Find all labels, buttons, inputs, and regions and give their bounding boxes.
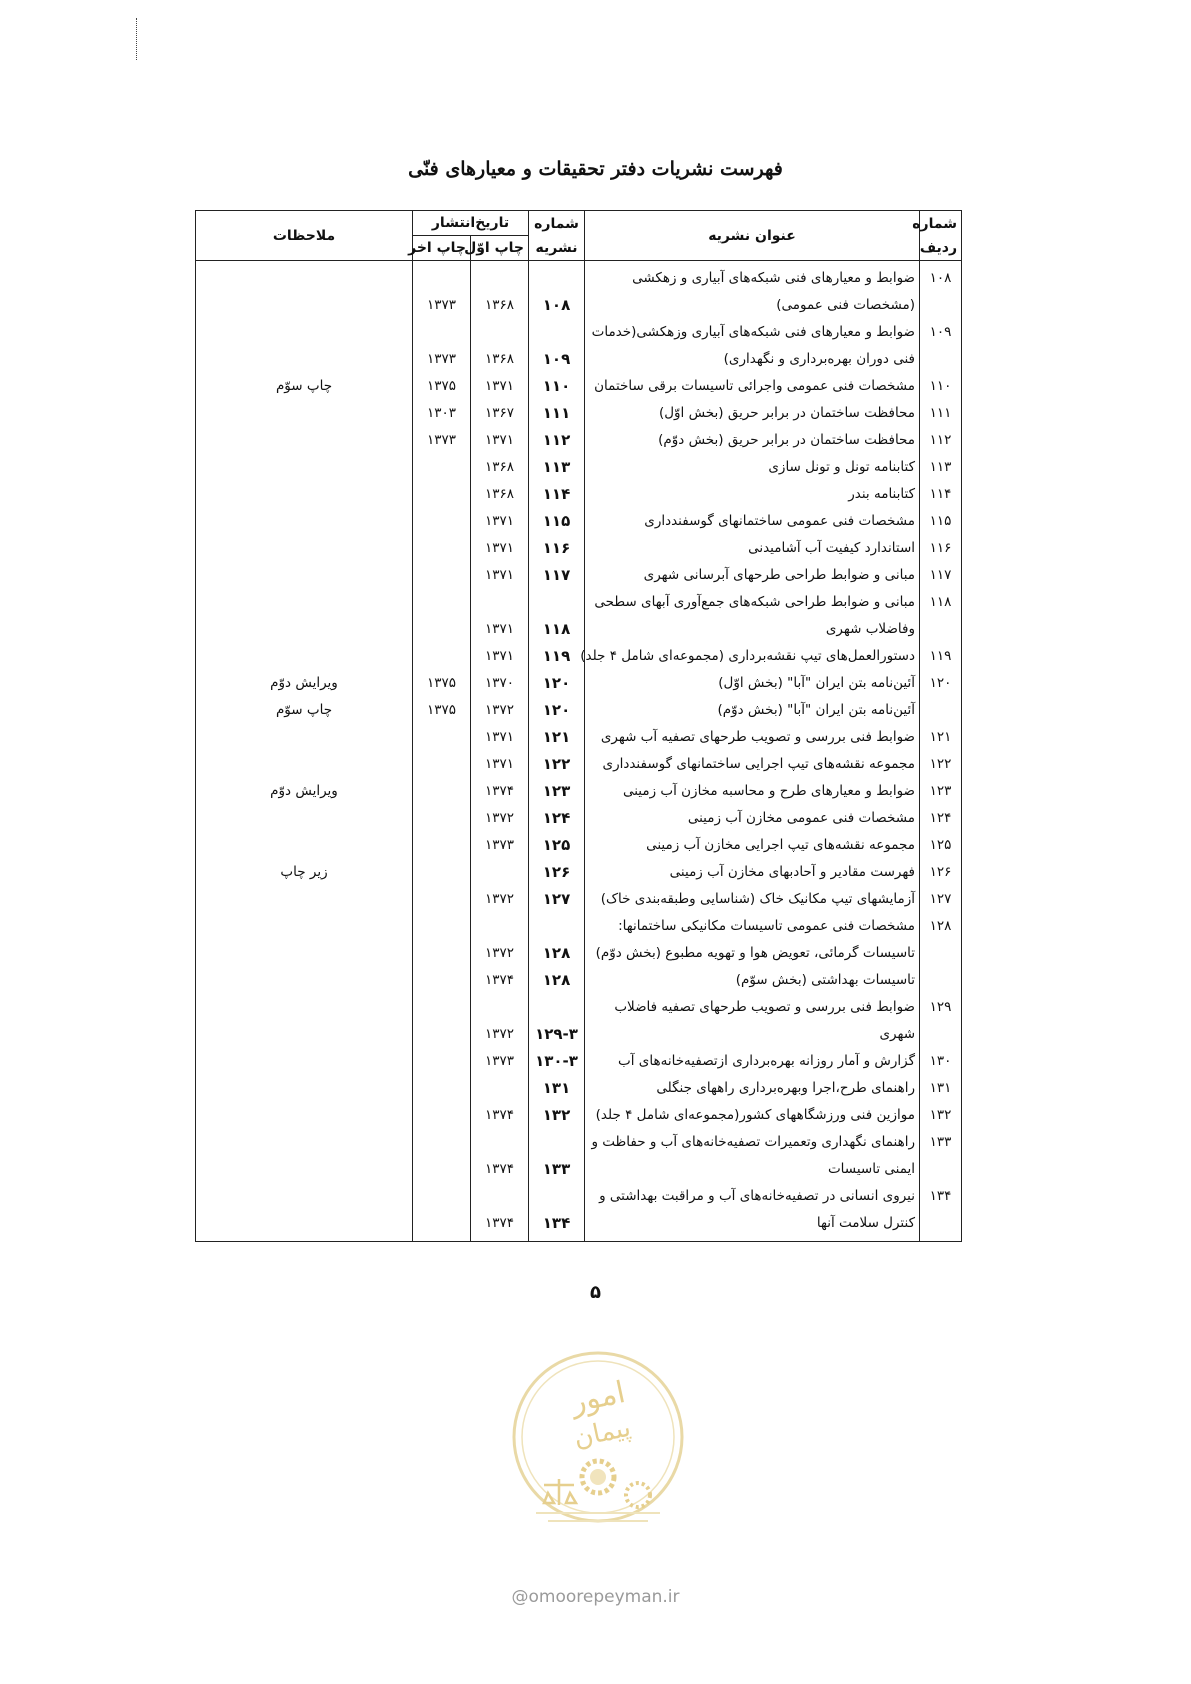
notes-cell [196, 1021, 413, 1048]
table-row [196, 913, 962, 940]
first-print-cell [471, 859, 529, 886]
first-print-cell: ۱۳۷۴ [471, 1210, 529, 1242]
pub-number-cell: ۱۱۱ [529, 400, 585, 427]
table-row [196, 859, 962, 886]
row-number-cell: ۱۲۷ [920, 886, 962, 913]
omoorepeyman-seal-logo [508, 1345, 688, 1575]
first-print-cell: ۱۳۷۰ [471, 670, 529, 697]
first-print-cell: ۱۳۷۱ [471, 643, 529, 670]
table-row [196, 940, 962, 967]
header-first-print: چاپ اوّل [471, 236, 529, 261]
pub-number-cell: ۱۲۸ [529, 967, 585, 994]
notes-cell [196, 508, 413, 535]
first-print-cell: ۱۳۶۸ [471, 454, 529, 481]
page-title: فهرست نشریات دفتر تحقیقات و معیارهای فنّی [408, 158, 783, 180]
title-cell: ضوابط و معیارهای فنی شبکه‌های آبیاری و زهکشی [585, 261, 920, 293]
first-print-cell [471, 913, 529, 940]
pub-number-cell: ۱۲۴ [529, 805, 585, 832]
notes-cell [196, 1048, 413, 1075]
notes-cell [196, 319, 413, 346]
title-cell: مشخصات فنی عمومی تاسیسات مکانیکی ساختمانها: [585, 913, 920, 940]
pub-number-cell: ۱۱۸ [529, 616, 585, 643]
table-row [196, 886, 962, 913]
title-cell: شهری [585, 1021, 920, 1048]
title-cell: کنترل سلامت آنها [585, 1210, 920, 1242]
last-print-cell [413, 616, 471, 643]
table-row [196, 967, 962, 994]
page-number: ۵ [590, 1282, 601, 1303]
notes-cell [196, 400, 413, 427]
pub-number-cell: ۱۰۸ [529, 292, 585, 319]
pub-number-cell [529, 261, 585, 293]
notes-cell [196, 1183, 413, 1210]
title-cell: دستورالعمل‌های تیپ نقشه‌برداری (مجموعه‌ای شامل ۴ جلد) [585, 643, 920, 670]
title-cell: استاندارد کیفیت آب آشامیدنی [585, 535, 920, 562]
notes-cell: ویرایش دوّم [196, 670, 413, 697]
row-number-cell [920, 616, 962, 643]
pub-number-cell: ۱۱۵ [529, 508, 585, 535]
header-pub-number-line2: نشریه [535, 239, 578, 256]
title-cell: وفاضلاب شهری [585, 616, 920, 643]
last-print-cell [413, 859, 471, 886]
pub-number-cell: ۱۲۶ [529, 859, 585, 886]
title-cell: فهرست مقادیر و آحادبهای مخازن آب زمینی [585, 859, 920, 886]
last-print-cell [413, 1183, 471, 1210]
pub-number-cell: ۱۲۳ [529, 778, 585, 805]
row-number-cell: ۱۱۳ [920, 454, 962, 481]
notes-cell [196, 886, 413, 913]
title-cell: ضوابط فنی بررسی و تصویب طرحهای تصفیه فاضلاب [585, 994, 920, 1021]
last-print-cell [413, 589, 471, 616]
title-cell: آئین‌نامه بتن ایران "آبا" (بخش دوّم) [585, 697, 920, 724]
row-number-cell: ۱۱۷ [920, 562, 962, 589]
publications-table [195, 210, 962, 1242]
first-print-cell: ۱۳۷۱ [471, 724, 529, 751]
row-number-cell: ۱۳۱ [920, 1075, 962, 1102]
last-print-cell [413, 778, 471, 805]
pub-number-cell: ۱۰۹ [529, 346, 585, 373]
row-number-cell [920, 697, 962, 724]
last-print-cell [413, 1156, 471, 1183]
first-print-cell: ۱۳۷۴ [471, 1156, 529, 1183]
last-print-cell: ۱۳۷۵ [413, 373, 471, 400]
row-number-cell: ۱۲۰ [920, 670, 962, 697]
title-cell: محافظت ساختمان در برابر حریق (بخش دوّم) [585, 427, 920, 454]
pub-number-cell: ۱۳۳ [529, 1156, 585, 1183]
pub-number-cell [529, 1183, 585, 1210]
row-number-cell [920, 1156, 962, 1183]
pub-number-cell [529, 994, 585, 1021]
pub-number-cell: ۱۲۰ [529, 697, 585, 724]
pub-number-cell: ۱۲۱ [529, 724, 585, 751]
first-print-cell: ۱۳۷۱ [471, 535, 529, 562]
first-print-cell: ۱۳۶۸ [471, 292, 529, 319]
table-row [196, 616, 962, 643]
last-print-cell [413, 1075, 471, 1102]
notes-cell [196, 589, 413, 616]
row-number-cell: ۱۱۸ [920, 589, 962, 616]
row-number-cell: ۱۱۰ [920, 373, 962, 400]
table-row [196, 778, 962, 805]
notes-cell [196, 643, 413, 670]
notes-cell [196, 481, 413, 508]
first-print-cell: ۱۳۷۲ [471, 940, 529, 967]
first-print-cell [471, 1129, 529, 1156]
row-number-cell: ۱۱۵ [920, 508, 962, 535]
notes-cell [196, 1129, 413, 1156]
table-row [196, 481, 962, 508]
row-number-cell [920, 346, 962, 373]
last-print-cell: ۱۳۷۳ [413, 346, 471, 373]
notes-cell [196, 832, 413, 859]
pub-number-cell: ۱۲۲ [529, 751, 585, 778]
last-print-cell [413, 1210, 471, 1242]
table-row [196, 724, 962, 751]
notes-cell: ویرایش دوّم [196, 778, 413, 805]
notes-cell: چاپ سوّم [196, 697, 413, 724]
title-cell: موازین فنی ورزشگاههای کشور(مجموعه‌ای شامل ۴ جلد) [585, 1102, 920, 1129]
title-cell: تاسیسات بهداشتی (بخش سوّم) [585, 967, 920, 994]
first-print-cell: ۱۳۷۱ [471, 562, 529, 589]
row-number-cell: ۱۰۹ [920, 319, 962, 346]
table-row [196, 994, 962, 1021]
pub-number-cell: ۱۲۵ [529, 832, 585, 859]
first-print-cell: ۱۳۷۳ [471, 1048, 529, 1075]
last-print-cell: ۱۳۷۳ [413, 427, 471, 454]
pub-number-cell: ۱۲۸ [529, 940, 585, 967]
row-number-cell: ۱۳۳ [920, 1129, 962, 1156]
notes-cell [196, 427, 413, 454]
title-cell: ضوابط فنی بررسی و تصویب طرحهای تصفیه آب شهری [585, 724, 920, 751]
last-print-cell [413, 940, 471, 967]
title-cell: تاسیسات گرمائی، تعویض هوا و تهویه مطبوع (بخش دوّم) [585, 940, 920, 967]
last-print-cell [413, 994, 471, 1021]
table-row [196, 400, 962, 427]
row-number-cell: ۱۲۳ [920, 778, 962, 805]
header-publish-date: تاریخ‌انتشار [413, 211, 529, 236]
last-print-cell [413, 832, 471, 859]
title-cell: مجموعه نقشه‌های تیپ اجرایی ساختمانهای گوسفندداری [585, 751, 920, 778]
title-cell: راهنمای نگهداری وتعمیرات تصفیه‌خانه‌های آب و حفاظت و [585, 1129, 920, 1156]
first-print-cell: ۱۳۶۸ [471, 346, 529, 373]
title-cell: مبانی و ضوابط طراحی طرحهای آبرسانی شهری [585, 562, 920, 589]
last-print-cell [413, 724, 471, 751]
svg-text:پیمان: پیمان [571, 1412, 634, 1454]
title-cell: کتابنامه بندر [585, 481, 920, 508]
pub-number-cell [529, 589, 585, 616]
notes-cell [196, 1102, 413, 1129]
table-row [196, 697, 962, 724]
last-print-cell [413, 1021, 471, 1048]
notes-cell [196, 1156, 413, 1183]
last-print-cell [413, 1102, 471, 1129]
pub-number-cell: ۱۳۲ [529, 1102, 585, 1129]
last-print-cell [413, 751, 471, 778]
table-row [196, 319, 962, 346]
notes-cell [196, 292, 413, 319]
row-number-cell [920, 967, 962, 994]
first-print-cell [471, 261, 529, 293]
title-cell: ایمنی تاسیسات [585, 1156, 920, 1183]
watermark-text: @omoorepeyman.ir [511, 1587, 680, 1607]
table-row [196, 1021, 962, 1048]
notes-cell [196, 454, 413, 481]
pub-number-cell [529, 1129, 585, 1156]
table-row [196, 562, 962, 589]
table-row [196, 535, 962, 562]
first-print-cell: ۱۳۷۲ [471, 805, 529, 832]
row-number-cell: ۱۲۵ [920, 832, 962, 859]
table-row [196, 643, 962, 670]
notes-cell [196, 805, 413, 832]
notes-cell [196, 751, 413, 778]
row-number-cell: ۱۱۶ [920, 535, 962, 562]
table-row [196, 373, 962, 400]
pub-number-cell: ۱۲۰ [529, 670, 585, 697]
pub-number-cell [529, 913, 585, 940]
first-print-cell: ۱۳۷۱ [471, 751, 529, 778]
pub-number-cell: ۱۱۳ [529, 454, 585, 481]
pub-number-cell [529, 319, 585, 346]
row-number-cell: ۱۱۲ [920, 427, 962, 454]
table-row [196, 1075, 962, 1102]
last-print-cell: ۱۳۰۳ [413, 400, 471, 427]
svg-text:امور: امور [567, 1374, 629, 1421]
table-row [196, 454, 962, 481]
first-print-cell: ۱۳۷۱ [471, 508, 529, 535]
last-print-cell [413, 481, 471, 508]
header-notes: ملاحظات [196, 211, 413, 261]
last-print-cell [413, 508, 471, 535]
first-print-cell: ۱۳۷۲ [471, 697, 529, 724]
last-print-cell [413, 261, 471, 293]
row-number-cell [920, 940, 962, 967]
notes-cell [196, 967, 413, 994]
pub-number-cell: ۱۲۹-۳ [529, 1021, 585, 1048]
first-print-cell: ۱۳۷۲ [471, 1021, 529, 1048]
title-cell: گزارش و آمار روزانه بهره‌برداری ازتصفیه‌خانه‌های آب [585, 1048, 920, 1075]
title-cell: آزمایشهای تیپ مکانیک خاک (شناسایی وطبقه‌بندی خاک) [585, 886, 920, 913]
pub-number-cell: ۱۱۰ [529, 373, 585, 400]
table-row [196, 1129, 962, 1156]
publications-table-wrapper [195, 210, 961, 1242]
notes-cell [196, 535, 413, 562]
first-print-cell: ۱۳۷۱ [471, 427, 529, 454]
notes-cell [196, 724, 413, 751]
first-print-cell [471, 589, 529, 616]
last-print-cell [413, 319, 471, 346]
first-print-cell [471, 1183, 529, 1210]
notes-cell [196, 616, 413, 643]
last-print-cell [413, 886, 471, 913]
title-cell: مشخصات فنی عمومی ساختمانهای گوسفندداری [585, 508, 920, 535]
notes-cell [196, 913, 413, 940]
title-cell: راهنمای طرح،اجرا وبهره‌برداری راههای جنگلی [585, 1075, 920, 1102]
title-cell: کتابنامه تونل و تونل سازی [585, 454, 920, 481]
pub-number-cell: ۱۲۷ [529, 886, 585, 913]
table-row [196, 1102, 962, 1129]
row-number-cell [920, 1021, 962, 1048]
first-print-cell [471, 1075, 529, 1102]
first-print-cell: ۱۳۷۲ [471, 886, 529, 913]
notes-cell [196, 261, 413, 293]
notes-cell [196, 1075, 413, 1102]
notes-cell [196, 1210, 413, 1242]
last-print-cell [413, 1048, 471, 1075]
pub-number-cell: ۱۳۰-۳ [529, 1048, 585, 1075]
row-number-cell: ۱۲۲ [920, 751, 962, 778]
row-number-cell: ۱۲۴ [920, 805, 962, 832]
last-print-cell [413, 643, 471, 670]
row-number-cell: ۱۲۹ [920, 994, 962, 1021]
row-number-cell: ۱۳۲ [920, 1102, 962, 1129]
pub-number-cell: ۱۱۶ [529, 535, 585, 562]
first-print-cell: ۱۳۷۴ [471, 967, 529, 994]
row-number-cell: ۱۱۴ [920, 481, 962, 508]
pub-number-cell: ۱۱۹ [529, 643, 585, 670]
first-print-cell: ۱۳۷۴ [471, 1102, 529, 1129]
header-row-number [912, 211, 962, 261]
notes-cell: زیر چاپ [196, 859, 413, 886]
last-print-cell [413, 913, 471, 940]
row-number-cell: ۱۲۶ [920, 859, 962, 886]
table-row [196, 261, 962, 293]
table-row [196, 292, 962, 319]
row-number-cell: ۱۳۴ [920, 1183, 962, 1210]
row-number-cell: ۱۱۱ [920, 400, 962, 427]
table-row [196, 1210, 962, 1242]
row-number-cell: ۱۰۸ [920, 261, 962, 293]
header-pub-number [529, 211, 585, 261]
last-print-cell: ۱۳۷۵ [413, 697, 471, 724]
table-row [196, 1048, 962, 1075]
table-row [196, 670, 962, 697]
first-print-cell: ۱۳۷۳ [471, 832, 529, 859]
title-cell: ضوابط و معیارهای فنی شبکه‌های آبیاری وزهکشی(خدمات [585, 319, 920, 346]
row-number-cell [920, 292, 962, 319]
pub-number-cell: ۱۳۱ [529, 1075, 585, 1102]
last-print-cell: ۱۳۷۵ [413, 670, 471, 697]
last-print-cell [413, 562, 471, 589]
last-print-cell [413, 1129, 471, 1156]
first-print-cell: ۱۳۷۴ [471, 778, 529, 805]
title-cell: ضوابط و معیارهای طرح و محاسبه مخازن آب زمینی [585, 778, 920, 805]
pub-number-cell: ۱۳۴ [529, 1210, 585, 1242]
notes-cell [196, 346, 413, 373]
first-print-cell: ۱۳۷۱ [471, 616, 529, 643]
row-number-cell [920, 1210, 962, 1242]
pub-number-cell: ۱۱۲ [529, 427, 585, 454]
header-title: عنوان نشریه [585, 211, 920, 261]
table-row [196, 589, 962, 616]
table-row [196, 832, 962, 859]
title-cell: فنی دوران بهره‌برداری و نگهداری) [585, 346, 920, 373]
notes-cell [196, 940, 413, 967]
header-row-number-line2: ردیف [919, 239, 958, 256]
pub-number-cell: ۱۱۷ [529, 562, 585, 589]
first-print-cell: ۱۳۶۷ [471, 400, 529, 427]
last-print-cell [413, 535, 471, 562]
title-cell: مجموعه نقشه‌های تیپ اجرایی مخازن آب زمینی [585, 832, 920, 859]
first-print-cell [471, 994, 529, 1021]
title-cell: مبانی و ضوابط طراحی شبکه‌های جمع‌آوری آبهای سطحی [585, 589, 920, 616]
header-row-number-line1: شماره [912, 215, 958, 232]
notes-cell [196, 994, 413, 1021]
table-row [196, 508, 962, 535]
table-row [196, 346, 962, 373]
title-cell: نیروی انسانی در تصفیه‌خانه‌های آب و مراقبت بهداشتی و [585, 1183, 920, 1210]
notes-cell [196, 562, 413, 589]
table-row [196, 427, 962, 454]
pub-number-cell: ۱۱۴ [529, 481, 585, 508]
row-number-cell: ۱۱۹ [920, 643, 962, 670]
title-cell: محافظت ساختمان در برابر حریق (بخش اوّل) [585, 400, 920, 427]
page-edge-mark [136, 18, 139, 60]
table-row [196, 1183, 962, 1210]
last-print-cell [413, 967, 471, 994]
first-print-cell: ۱۳۷۱ [471, 373, 529, 400]
row-number-cell: ۱۲۱ [920, 724, 962, 751]
table-row [196, 751, 962, 778]
title-cell: (مشخصات فنی عمومی) [585, 292, 920, 319]
title-cell: آئین‌نامه بتن ایران "آبا" (بخش اوّل) [585, 670, 920, 697]
first-print-cell: ۱۳۶۸ [471, 481, 529, 508]
notes-cell: چاپ سوّم [196, 373, 413, 400]
row-number-cell: ۱۳۰ [920, 1048, 962, 1075]
table-row [196, 805, 962, 832]
first-print-cell [471, 319, 529, 346]
title-cell: مشخصات فنی عمومی مخازن آب زمینی [585, 805, 920, 832]
last-print-cell [413, 454, 471, 481]
table-body [196, 261, 962, 1242]
last-print-cell: ۱۳۷۳ [413, 292, 471, 319]
header-last-print: چاپ اخر [413, 236, 471, 261]
row-number-cell: ۱۲۸ [920, 913, 962, 940]
header-pub-number-line1: شماره [534, 215, 579, 232]
table-row [196, 1156, 962, 1183]
title-cell: مشخصات فنی عمومی واجرائی تاسیسات برقی ساختمان [585, 373, 920, 400]
last-print-cell [413, 805, 471, 832]
